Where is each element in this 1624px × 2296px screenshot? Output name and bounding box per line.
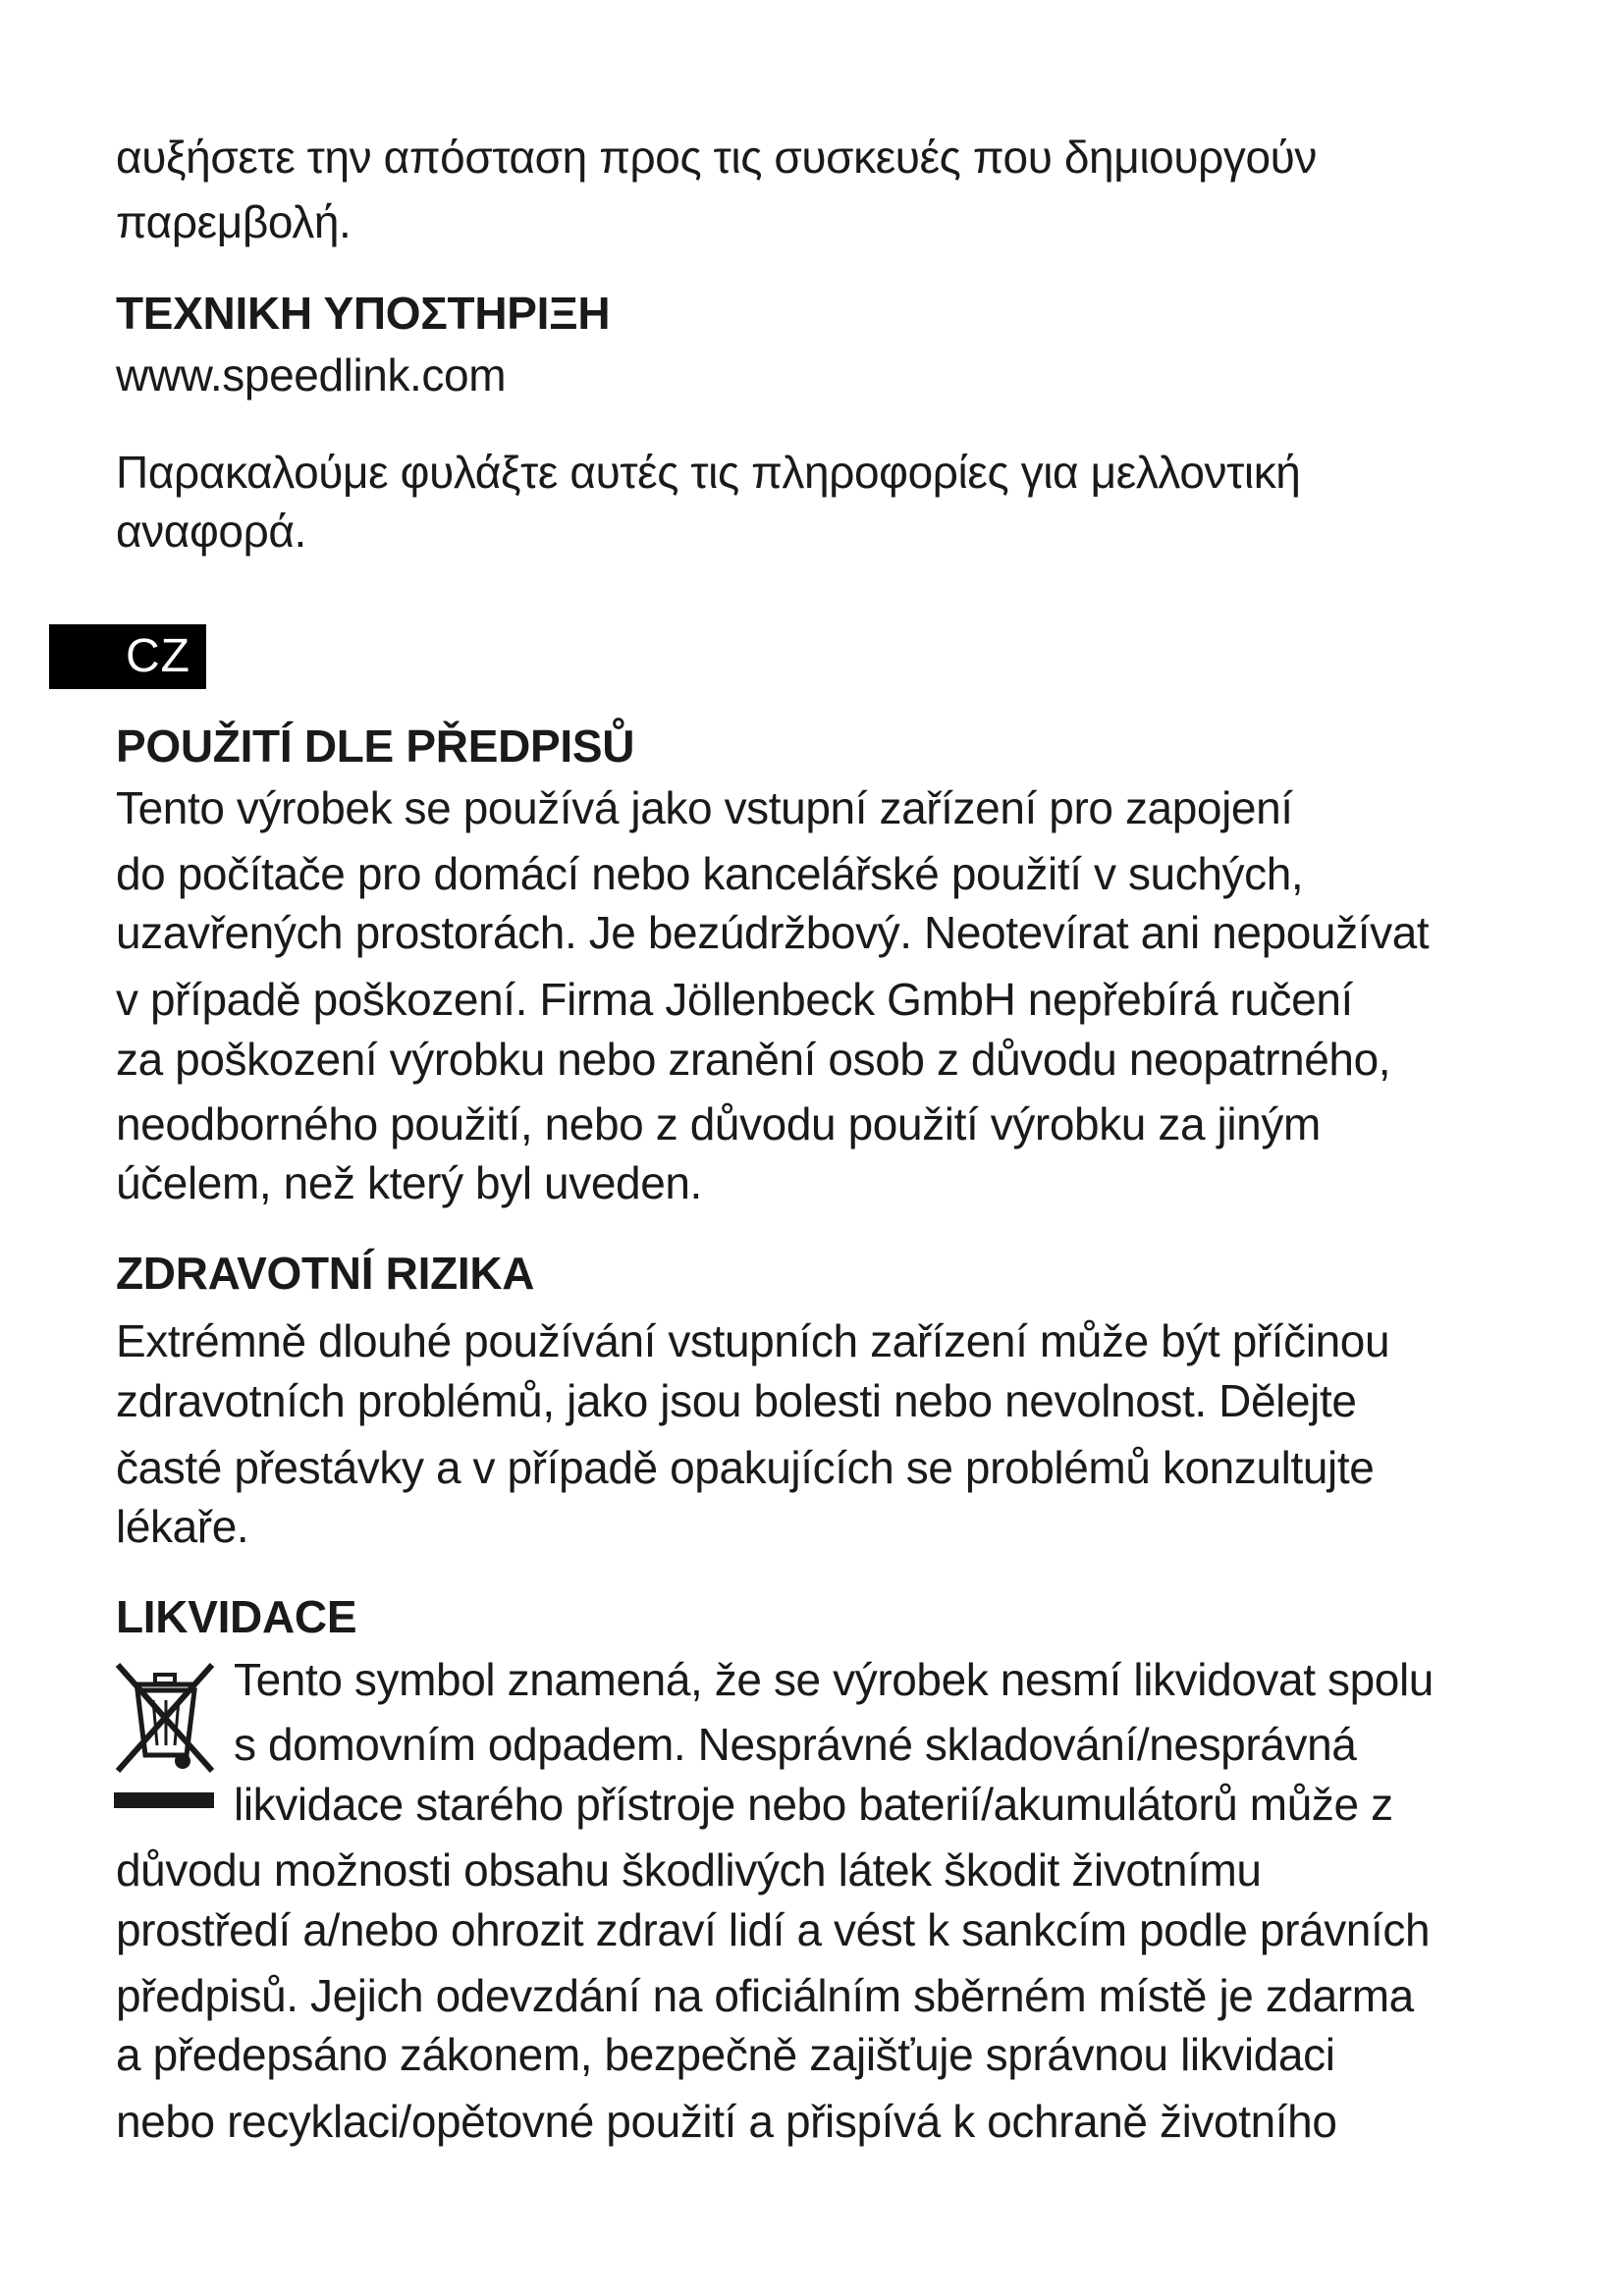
disposal-heading: LIKVIDACE [116, 1591, 357, 1642]
disposal-line-7: a předepsáno zákonem, bezpečně zajišťuje správnou likvidaci [116, 2029, 1335, 2080]
disposal-line-1: Tento symbol znamená, že se výrobek nesmí likvidovat spolu [234, 1654, 1434, 1705]
intended-use-heading: POUŽITÍ DLE PŘEDPISŮ [116, 721, 635, 772]
disposal-line-4: důvodu možnosti obsahu škodlivých látek škodit životnímu [116, 1844, 1262, 1896]
greek-keep-line-2: αναφορά. [116, 506, 306, 557]
health-line-3: časté přestávky a v případě opakujících se problémů konzultujte [116, 1442, 1375, 1493]
greek-keep-line-1: Παρακαλούμε φυλάξτε αυτές τις πληροφορίες για μελλοντική [116, 447, 1301, 498]
intended-use-line-3: uzavřených prostorách. Je bezúdržbový. Neotevírat ani nepoužívat [116, 907, 1430, 958]
disposal-line-6: předpisů. Jejich odevzdání na oficiálním sběrném místě je zdarma [116, 1970, 1414, 2021]
health-line-4: lékaře. [116, 1501, 249, 1552]
language-tab [49, 624, 206, 689]
greek-intro-line-2: παρεμβολή. [116, 196, 352, 247]
intended-use-line-6: neodborného použití, nebo z důvodu použití výrobku za jiným [116, 1098, 1321, 1149]
intended-use-line-5: za poškození výrobku nebo zranění osob z důvodu neopatrného, [116, 1034, 1391, 1085]
intended-use-line-7: účelem, než který byl uveden. [116, 1157, 702, 1208]
greek-support-heading: ΤΕΧΝΙΚΗ ΥΠΟΣΤΗΡΙΞΗ [116, 288, 611, 339]
health-line-2: zdravotních problémů, jako jsou bolesti nebo nevolnost. Dělejte [116, 1375, 1357, 1426]
health-heading: ZDRAVOTNÍ RIZIKA [116, 1248, 535, 1299]
intended-use-line-4: v případě poškození. Firma Jöllenbeck GmbH nepřebírá ručení [116, 974, 1353, 1025]
health-line-1: Extrémně dlouhé používání vstupních zařízení může být příčinou [116, 1315, 1390, 1366]
disposal-line-8: nebo recyklaci/opětovné použití a přispívá k ochraně životního [116, 2096, 1337, 2147]
disposal-line-2: s domovním odpadem. Nesprávné skladování/nesprávná [234, 1719, 1357, 1770]
disposal-line-3: likvidace starého přístroje nebo baterií/akumulátorů může z [234, 1779, 1393, 1830]
language-tab-label: CZ [126, 630, 190, 682]
crossed-out-wheelie-bin-icon [110, 1657, 220, 1814]
greek-intro-line-1: αυξήσετε την απόσταση προς τις συσκευές που δημιουργούν [116, 132, 1317, 183]
intended-use-line-2: do počítače pro domácí nebo kancelářské použití v suchých, [116, 848, 1304, 899]
intended-use-line-1: Tento výrobek se používá jako vstupní zařízení pro zapojení [116, 782, 1293, 833]
greek-support-url: www.speedlink.com [116, 349, 507, 400]
disposal-line-5: prostředí a/nebo ohrozit zdraví lidí a vést k sankcím podle právních [116, 1904, 1431, 1955]
